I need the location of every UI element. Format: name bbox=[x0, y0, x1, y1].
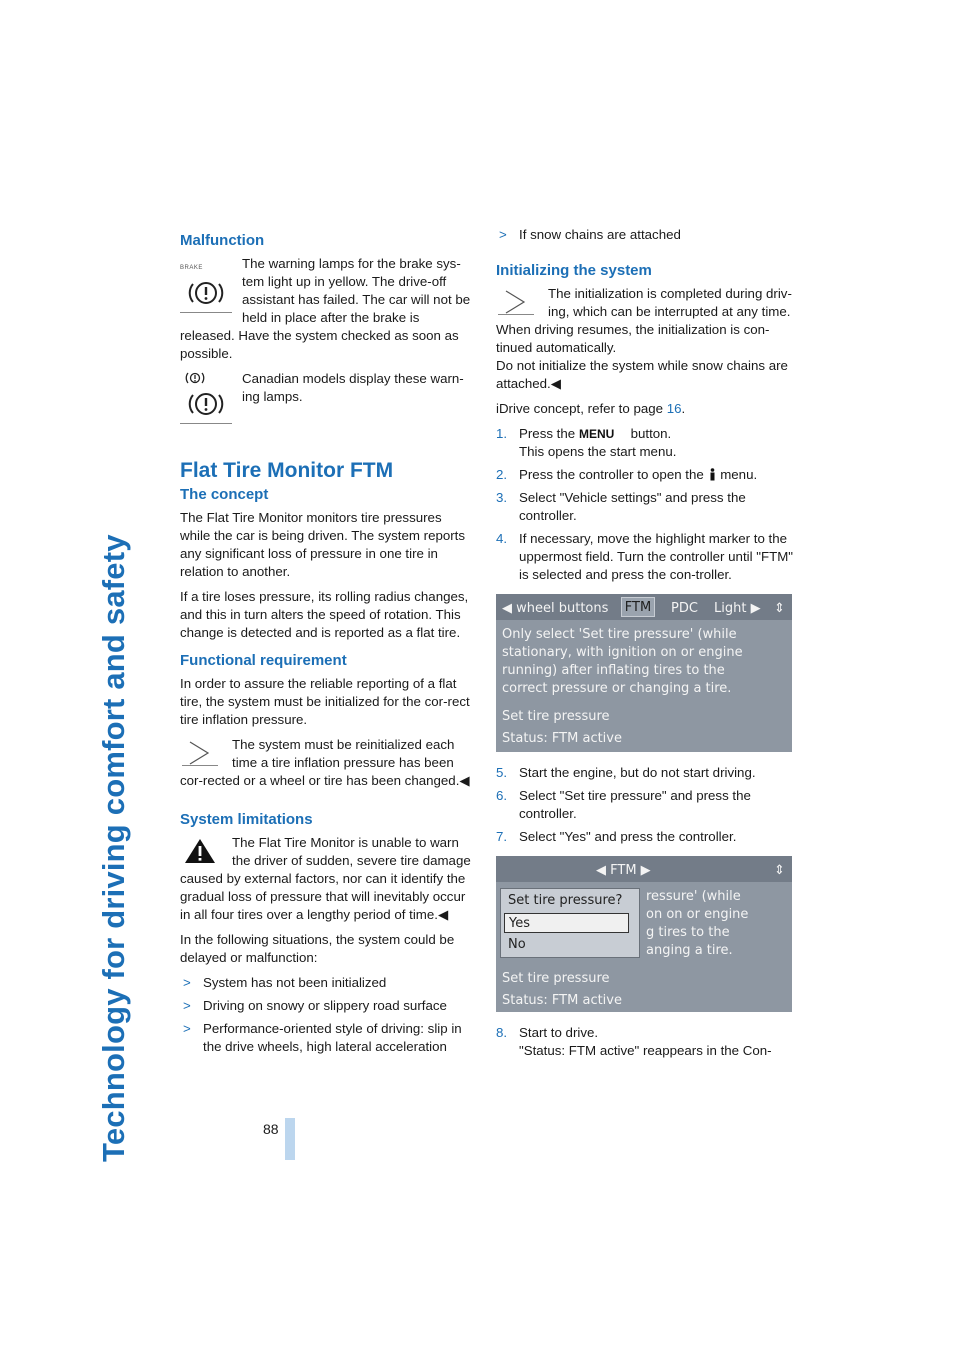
list-item: > Performance-oriented style of driving: slip in the drive wheels, high lateral acceleration bbox=[183, 1021, 462, 1054]
limitations-warning: The Flat Tire Monitor is unable to warn the driver of sudden, severe tire damage caused by external factors, nor can it identify the gradual loss of pressure that will inevitably occur in all four tires over a lengthy period of time.◀ bbox=[180, 835, 471, 922]
init-note-2: When driving resumes, the initialization is con-tinued automatically. bbox=[496, 322, 770, 355]
screen-title: ◀ FTM ▶ bbox=[596, 863, 651, 878]
tab-light: Light ▶ bbox=[714, 601, 761, 616]
step-item: 3. Select "Vehicle settings" and press the controller. bbox=[496, 490, 746, 523]
functional-note: The system must be reinitialized each time a tire inflation pressure has been cor-rected or a wheel or tire has been changed.◀ bbox=[180, 737, 470, 788]
right-column bbox=[496, 226, 794, 1065]
step-item: 8. Start to drive. "Status: FTM active" reappears in the Con- bbox=[496, 1025, 772, 1058]
tab-ftm: FTM bbox=[621, 597, 655, 617]
confirm-popup bbox=[500, 888, 640, 958]
steps-list-a bbox=[496, 425, 794, 584]
status-line: Status: FTM active bbox=[502, 993, 622, 1008]
step-item: 4. If necessary, move the highlight marker to the uppermost field. Turn the controller until "FTM" is selected and press the con-troller. bbox=[496, 531, 794, 582]
canadian-text: Canadian models display these warn-ing lamps. bbox=[242, 371, 464, 404]
snow-chain-list bbox=[496, 226, 794, 244]
screen-text-line: anging a tire. bbox=[646, 943, 733, 958]
step-item: 2. Press the controller to open the menu. bbox=[496, 467, 758, 482]
steps-list-b bbox=[496, 764, 794, 846]
initializing-heading: Initializing the system bbox=[496, 262, 652, 279]
popup-option-no: No bbox=[508, 937, 526, 952]
malfunction-text: The warning lamps for the brake sys-tem light up in yellow. The drive-off assistant has failed. The car will not be held in place after the brake is released. Have the system checked as soon as possible. bbox=[180, 256, 471, 361]
malfunction-heading: Malfunction bbox=[180, 232, 265, 249]
tab-wheel-buttons: ◀ wheel buttons bbox=[502, 601, 609, 616]
page-link[interactable]: 16 bbox=[666, 401, 682, 416]
svg-text:MENU: MENU bbox=[578, 427, 615, 439]
screen-text-line: correct pressure or changing a tire. bbox=[502, 681, 732, 696]
scroll-arrows-icon: ⇕ bbox=[774, 863, 785, 878]
set-tire-pressure-item: Set tire pressure bbox=[502, 971, 610, 986]
canadian-brake-lamp-icon bbox=[180, 388, 232, 424]
list-item: > Driving on snowy or slippery road surface bbox=[183, 998, 447, 1013]
page-marker-bar bbox=[285, 1118, 295, 1160]
brake-lamp-icon bbox=[180, 277, 232, 313]
step-item: 5. Start the engine, but do not start driving. bbox=[496, 765, 756, 780]
ftm-heading: Flat Tire Monitor FTM bbox=[180, 459, 394, 482]
canadian-lamps-icon bbox=[180, 370, 232, 424]
limitations-list bbox=[180, 974, 474, 1056]
set-pressure-screen-display bbox=[496, 856, 792, 1012]
init-note-3: Do not initialize the system while snow chains are attached.◀ bbox=[496, 358, 788, 391]
limitations-paragraph: In the following situations, the system could be delayed or malfunction: bbox=[180, 932, 455, 965]
status-line: Status: FTM active bbox=[502, 731, 622, 746]
functional-requirement-heading: Functional requirement bbox=[180, 652, 347, 669]
concept-paragraph-2: If a tire loses pressure, its rolling radius changes, and this in turn alters the speed of rotation. This change is detected and is reported as a flat tire. bbox=[180, 589, 469, 640]
list-item: > System has not been initialized bbox=[183, 975, 387, 990]
note-triangle-icon bbox=[498, 289, 534, 315]
warning-triangle-icon bbox=[182, 838, 218, 864]
steps-list-c bbox=[496, 1024, 794, 1060]
chapter-side-title: Technology for driving comfort and safety bbox=[96, 534, 131, 1162]
menu-button-icon bbox=[579, 426, 627, 438]
scroll-arrows-icon: ⇕ bbox=[774, 601, 785, 616]
functional-paragraph: In order to assure the reliable reporting of a flat tire, the system must be initialized for the cor-rect tire inflation pressure. bbox=[180, 676, 470, 727]
init-note-1: The initialization is completed during driv-ing, which can be interrupted at any time. bbox=[548, 286, 792, 319]
brake-label: BRAKE bbox=[180, 265, 203, 271]
ftm-screen-display bbox=[496, 594, 792, 752]
list-item: > If snow chains are attached bbox=[499, 227, 681, 242]
brake-warning-lamp-icon bbox=[180, 255, 232, 313]
canadian-small-lamp-icon bbox=[180, 370, 232, 388]
popup-option-yes: Yes bbox=[504, 913, 629, 933]
concept-paragraph-1: The Flat Tire Monitor monitors tire pressures while the car is being driven. The system reports any significant loss of pressure in one tire in relation to another. bbox=[180, 510, 466, 579]
system-limitations-heading: System limitations bbox=[180, 811, 313, 828]
step-item: 1. Press the MENU button. This opens the start menu. bbox=[496, 426, 677, 459]
step-item: 7. Select "Yes" and press the controller. bbox=[496, 829, 737, 844]
set-tire-pressure-item: Set tire pressure bbox=[502, 709, 610, 724]
step-item: 6. Select "Set tire pressure" and press the controller. bbox=[496, 788, 751, 821]
left-column bbox=[180, 226, 474, 1061]
popup-title: Set tire pressure? bbox=[508, 893, 623, 908]
screen-text-line: Only select 'Set tire pressure' (while bbox=[502, 627, 737, 642]
screen-text-line: ressure' (while bbox=[646, 889, 741, 904]
info-icon bbox=[708, 468, 717, 481]
screen-text-line: on on or engine bbox=[646, 907, 749, 922]
screen-text-line: running) after inflating tires to the bbox=[502, 663, 725, 678]
concept-heading: The concept bbox=[180, 486, 269, 503]
tab-pdc: PDC bbox=[671, 601, 698, 616]
screen-text-line: g tires to the bbox=[646, 925, 730, 940]
page-number: 88 bbox=[263, 1121, 279, 1137]
note-triangle-icon bbox=[182, 740, 218, 766]
idrive-reference: iDrive concept, refer to page 16. bbox=[496, 401, 686, 416]
screen-text-line: stationary, with ignition on or engine bbox=[502, 645, 743, 660]
